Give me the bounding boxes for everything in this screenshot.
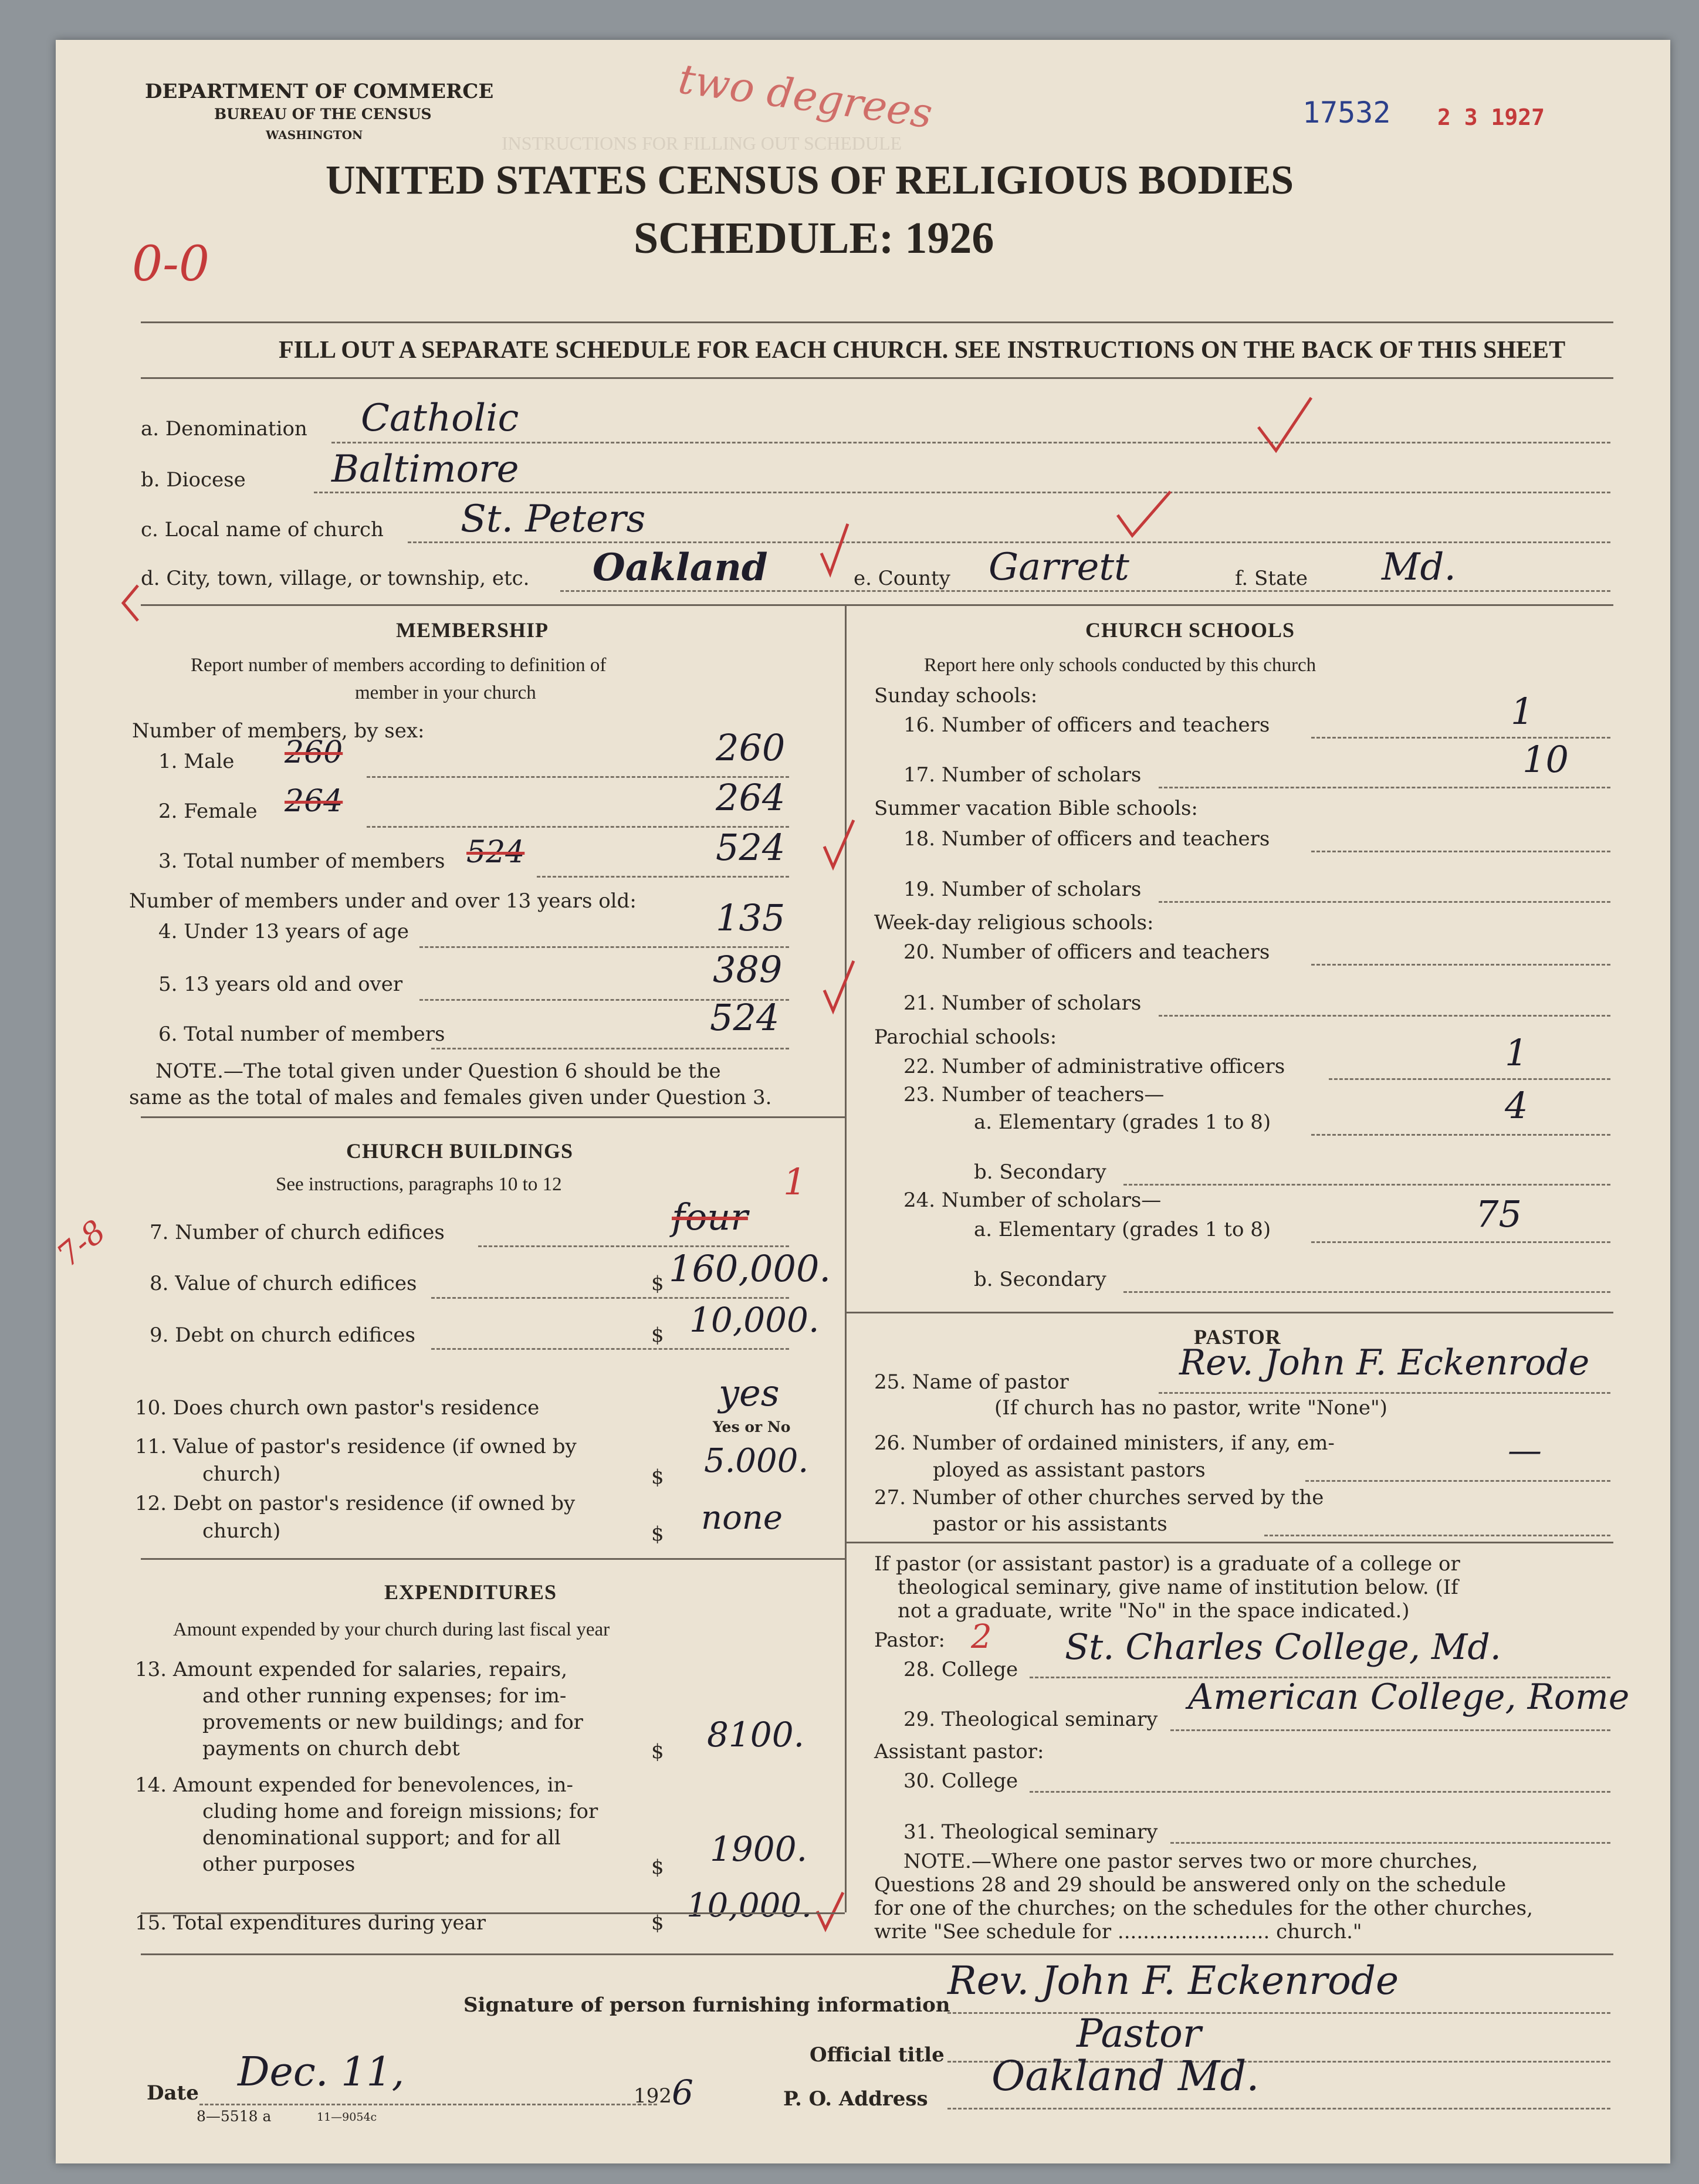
dollar-sign: $ [651, 1272, 664, 1295]
bleed-through-text: INSTRUCTIONS FOR FILLING OUT SCHEDULE [502, 133, 902, 154]
entry-line [1159, 1392, 1610, 1394]
q28-label: 28. College [903, 1658, 1018, 1681]
q8-value[interactable]: 160,000. [669, 1247, 831, 1290]
print-number: 11—9054c [317, 2111, 377, 2124]
dollar-sign: $ [651, 1855, 664, 1879]
q17-label: 17. Number of scholars [903, 763, 1142, 787]
local-name-value[interactable]: St. Peters [461, 497, 646, 541]
rule [141, 1116, 845, 1118]
check-mark-icon [818, 814, 859, 873]
graduate-text-1: If pastor (or assistant pastor) is a graduate of a college or [874, 1552, 1460, 1576]
entry-line [1123, 1291, 1610, 1293]
official-title-value[interactable]: Pastor [1077, 2011, 1202, 2056]
by-sex-label: Number of members, by sex: [132, 719, 425, 743]
q8-label: 8. Value of church edifices [150, 1272, 417, 1295]
denomination-label: a. Denomination [141, 417, 307, 441]
pastor-mark: 2 [971, 1618, 992, 1656]
dollar-sign: $ [651, 1911, 664, 1935]
entry-line [1030, 1791, 1610, 1793]
entry-line [1159, 1015, 1610, 1017]
q19-label: 19. Number of scholars [903, 878, 1142, 901]
q7-label: 7. Number of church edifices [150, 1221, 445, 1244]
q30-label: 30. College [903, 1769, 1018, 1793]
check-mark-icon [813, 518, 859, 583]
expenditures-sub: Amount expended by your church during last fiscal year [173, 1619, 610, 1640]
signature-label: Signature of person furnishing information [463, 1993, 950, 2017]
q16-label: 16. Number of officers and teachers [903, 713, 1270, 737]
q18-label: 18. Number of officers and teachers [903, 827, 1270, 851]
city-label: d. City, town, village, or township, etc. [141, 567, 530, 590]
q5-label: 5. 13 years old and over [158, 973, 403, 996]
q6-label: 6. Total number of members [158, 1022, 445, 1046]
q29-value[interactable]: American College, Rome [1188, 1677, 1630, 1718]
q12-label-2: church) [202, 1519, 281, 1543]
q14-value[interactable]: 1900. [710, 1829, 808, 1869]
entry-line [1170, 1842, 1610, 1844]
pastor-heading: PASTOR [1194, 1325, 1281, 1349]
q13-line-3: provements or new buildings; and for [202, 1711, 583, 1734]
summer-label: Summer vacation Bible schools: [874, 797, 1198, 820]
signature-value[interactable]: Rev. John F. Eckenrode [947, 1958, 1399, 2003]
instruction-banner: FILL OUT A SEPARATE SCHEDULE FOR EACH CHURCH. SEE INSTRUCTIONS ON THE BACK OF THIS SHEET [279, 337, 1566, 364]
check-mark-icon [813, 1888, 848, 1935]
pencil-note: two degrees [675, 55, 936, 138]
q14-line-2: cluding home and foreign missions; for [202, 1800, 598, 1823]
q13-line-2: and other running expenses; for im- [202, 1684, 567, 1708]
q3-struck-value: 524 [466, 835, 525, 870]
city-name: WASHINGTON [266, 128, 363, 142]
entry-line [1311, 851, 1610, 852]
entry-line [560, 590, 1610, 592]
entry-line [1123, 1184, 1610, 1186]
q9-value[interactable]: 10,000. [689, 1300, 820, 1340]
q12-label-1: 12. Debt on pastor's residence (if owned by [135, 1492, 576, 1515]
q15-label: 15. Total expenditures during year [135, 1911, 486, 1935]
q25-hint: (If church has no pastor, write "None") [994, 1396, 1387, 1420]
entry-line [1311, 1134, 1610, 1136]
q26-value[interactable]: — [1508, 1430, 1542, 1470]
q25-label: 25. Name of pastor [874, 1370, 1069, 1394]
graduate-text-3: not a graduate, write "No" in the space indicated.) [898, 1599, 1410, 1623]
po-address-label: P. O. Address [783, 2087, 928, 2111]
rule [141, 604, 1613, 606]
dollar-sign: $ [651, 1740, 664, 1763]
margin-mark-icon [114, 580, 150, 627]
q14-line-4: other purposes [202, 1853, 356, 1876]
q26-label-2: ployed as assistant pastors [933, 1458, 1206, 1482]
q25-value[interactable]: Rev. John F. Eckenrode [1179, 1342, 1590, 1383]
q2-struck-value: 264 [285, 784, 343, 819]
q3-label: 3. Total number of members [158, 849, 445, 873]
sunday-label: Sunday schools: [874, 684, 1038, 707]
margin-mark: 7-8 [49, 1213, 113, 1274]
city-value[interactable]: Oakland [593, 546, 768, 590]
local-name-label: c. Local name of church [141, 518, 384, 541]
membership-note-2: same as the total of males and females given under Question 3. [129, 1086, 772, 1109]
q12-value[interactable]: none [701, 1499, 783, 1537]
entry-line [331, 442, 1610, 443]
q21-label: 21. Number of scholars [903, 991, 1142, 1015]
q26-label-1: 26. Number of ordained ministers, if any, em- [874, 1431, 1335, 1455]
check-mark-icon [1253, 392, 1317, 462]
buildings-sub: See instructions, paragraphs 10 to 12 [276, 1174, 562, 1195]
q6-value[interactable]: 524 [710, 996, 780, 1039]
check-mark-icon [1112, 486, 1176, 544]
q7-value[interactable]: four [672, 1196, 748, 1238]
q11-value[interactable]: 5.000. [704, 1442, 809, 1480]
rule [845, 1542, 1613, 1543]
q23a-value[interactable]: 4 [1505, 1084, 1528, 1127]
official-title-label: Official title [810, 2043, 945, 2067]
q1-label: 1. Male [158, 750, 235, 773]
entry-line [537, 876, 789, 878]
q13-line-4: payments on church debt [202, 1737, 460, 1760]
dollar-sign: $ [651, 1522, 664, 1546]
expenditures-heading: EXPENDITURES [384, 1580, 557, 1604]
membership-note-1: NOTE.—The total given under Question 6 should be the [155, 1059, 721, 1083]
q11-label-1: 11. Value of pastor's residence (if owned by [135, 1435, 577, 1458]
q23-label: 23. Number of teachers— [903, 1083, 1165, 1106]
county-value[interactable]: Garrett [989, 546, 1129, 589]
entry-line [314, 492, 1610, 493]
q31-label: 31. Theological seminary [903, 1820, 1158, 1844]
diocese-label: b. Diocese [141, 468, 246, 492]
q9-label: 9. Debt on church edifices [150, 1323, 415, 1347]
entry-line [431, 1048, 789, 1049]
q3-value[interactable]: 524 [716, 826, 786, 869]
schedule-year: SCHEDULE: 1926 [634, 214, 994, 263]
entry-line [1264, 1535, 1610, 1536]
entry-line [947, 2012, 1610, 2014]
entry-line [431, 1297, 789, 1299]
q2-label: 2. Female [158, 800, 258, 823]
rule [141, 1912, 845, 1914]
state-value[interactable]: Md. [1382, 546, 1456, 589]
date-label: Date [147, 2081, 199, 2105]
entry-line [408, 541, 1610, 543]
check-mark-icon [818, 955, 859, 1020]
bureau-name: BUREAU OF THE CENSUS [214, 106, 432, 123]
q23b-label: b. Secondary [974, 1160, 1106, 1184]
year-prefix: 192 [634, 2084, 672, 2108]
q13-line-1: 13. Amount expended for salaries, repairs, [135, 1658, 568, 1681]
entry-line [1311, 1241, 1610, 1243]
stamp-number: 17532 [1302, 96, 1391, 130]
membership-intro-1: Report number of members according to definition of [191, 655, 607, 676]
q5-value[interactable]: 389 [713, 948, 783, 991]
q10-label: 10. Does church own pastor's residence [135, 1396, 540, 1420]
q16-value[interactable]: 1 [1511, 690, 1534, 733]
form-title: UNITED STATES CENSUS OF RELIGIOUS BODIES [326, 158, 1294, 203]
state-label: f. State [1235, 567, 1308, 590]
entry-line [1159, 901, 1610, 903]
rule [141, 321, 1613, 323]
buildings-heading: CHURCH BUILDINGS [346, 1139, 574, 1163]
entry-line [1170, 1729, 1610, 1731]
pastor-note-4: write "See schedule for ........................ church." [874, 1920, 1362, 1943]
stamp-date: 2 3 1927 [1437, 104, 1545, 130]
q24a-value[interactable]: 75 [1475, 1193, 1522, 1235]
q24b-label: b. Secondary [974, 1268, 1106, 1291]
pastor-note-2: Questions 28 and 29 should be answered only on the schedule [874, 1873, 1507, 1897]
q24-label: 24. Number of scholars— [903, 1188, 1162, 1212]
q28-value[interactable]: St. Charles College, Md. [1065, 1627, 1501, 1668]
assistant-label: Assistant pastor: [874, 1740, 1044, 1763]
q14-line-3: denominational support; and for all [202, 1826, 561, 1850]
weekday-label: Week-day religious schools: [874, 911, 1154, 934]
q27-label-2: pastor or his assistants [933, 1512, 1167, 1536]
q23a-label: a. Elementary (grades 1 to 8) [974, 1110, 1271, 1134]
q14-line-1: 14. Amount expended for benevolences, in- [135, 1773, 574, 1797]
q22-label: 22. Number of administrative officers [903, 1055, 1285, 1078]
membership-heading: MEMBERSHIP [396, 618, 549, 642]
q4-label: 4. Under 13 years of age [158, 920, 409, 943]
q20-label: 20. Number of officers and teachers [903, 940, 1270, 964]
q29-label: 29. Theological seminary [903, 1708, 1158, 1731]
q2-value[interactable]: 264 [716, 776, 786, 819]
q4-value[interactable]: 135 [716, 896, 786, 939]
entry-line [1329, 1078, 1610, 1080]
entry-line [947, 2108, 1610, 2109]
date-value[interactable]: Dec. 11, [238, 2049, 405, 2095]
entry-line [431, 1348, 789, 1350]
entry-line [199, 2104, 657, 2105]
po-address-value[interactable]: Oakland Md. [991, 2052, 1260, 2100]
q1-value[interactable]: 260 [716, 726, 786, 769]
rule [141, 377, 1613, 379]
column-divider [845, 604, 847, 1912]
dollar-sign: $ [651, 1323, 664, 1347]
q17-value[interactable]: 10 [1522, 738, 1569, 781]
entry-line [1305, 1480, 1610, 1482]
pastor-note-3: for one of the churches; on the schedules for the other churches, [874, 1897, 1533, 1920]
rule [845, 1312, 1613, 1313]
form-number: 8—5518 a [197, 2108, 272, 2125]
red-mark-zero: 0-0 [132, 236, 210, 292]
q7-correction: 1 [783, 1160, 807, 1203]
q10-hint: Yes or No [713, 1418, 791, 1435]
census-form-sheet [49, 40, 1670, 2163]
q27-label-1: 27. Number of other churches served by the [874, 1486, 1324, 1509]
q1-struck-value: 260 [285, 735, 343, 770]
department-name: DEPARTMENT OF COMMERCE [145, 80, 494, 103]
q13-value[interactable]: 8100. [707, 1715, 805, 1755]
age-heading: Number of members under and over 13 years old: [129, 889, 637, 913]
county-label: e. County [854, 567, 950, 590]
parochial-label: Parochial schools: [874, 1025, 1057, 1049]
membership-intro-2: member in your church [355, 682, 536, 703]
rule [141, 1953, 1613, 1955]
q24a-label: a. Elementary (grades 1 to 8) [974, 1218, 1271, 1241]
graduate-text-2: theological seminary, give name of institution below. (If [898, 1576, 1458, 1599]
rule [141, 1558, 845, 1560]
diocese-value[interactable]: Baltimore [331, 448, 519, 491]
year-digit[interactable]: 6 [672, 2073, 693, 2112]
pastor-label: Pastor: [874, 1628, 945, 1652]
q11-label-2: church) [202, 1462, 281, 1486]
schools-sub: Report here only schools conducted by this church [924, 655, 1316, 676]
entry-line [1311, 964, 1610, 966]
schools-heading: CHURCH SCHOOLS [1085, 618, 1295, 642]
entry-line [1159, 787, 1610, 788]
dollar-sign: $ [651, 1465, 664, 1489]
denomination-value[interactable]: Catholic [361, 397, 519, 440]
q15-value[interactable]: 10,000. [686, 1887, 812, 1925]
pastor-note-1: NOTE.—Where one pastor serves two or more churches, [903, 1850, 1478, 1873]
q22-value[interactable]: 1 [1505, 1031, 1528, 1074]
q10-value[interactable]: yes [719, 1372, 780, 1414]
